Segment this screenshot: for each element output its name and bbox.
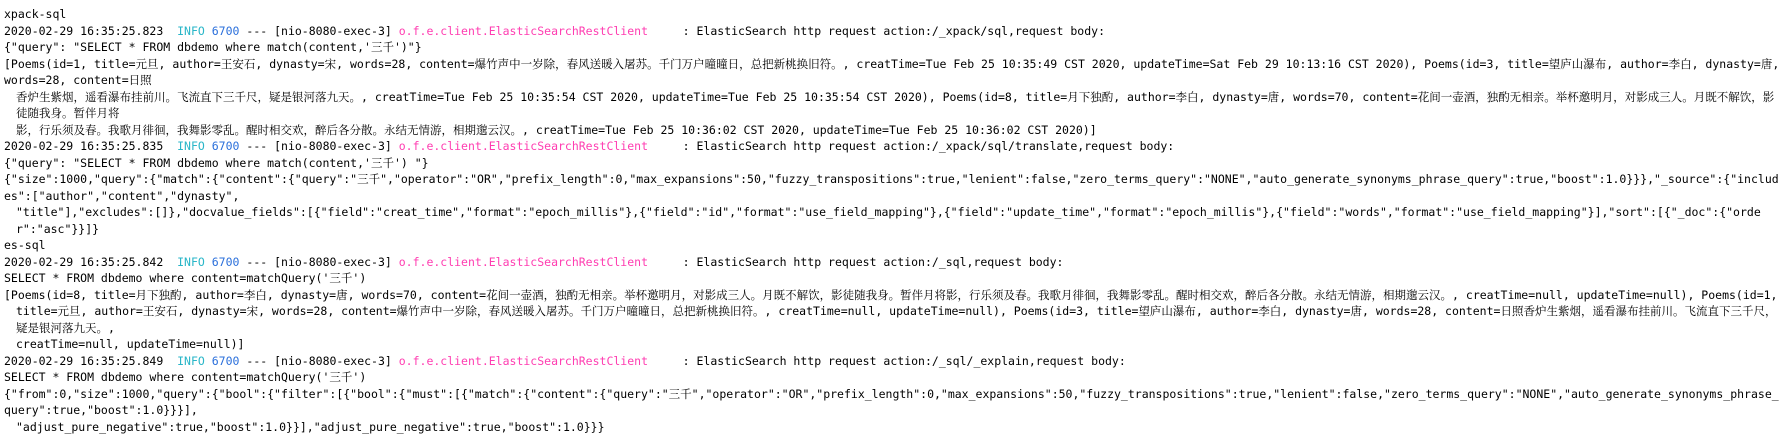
- console-text-line: {"from":0,"size":1000,"query":{"bool":{"filter":[{"bool":{"must":[{"match":{"content":{"query":"三千","operator":"OR","prefix_length":0,"max_expansions":50,"fuzzy_transpositions":true,"lenient":false,"zero_terms_query":"NONE","auto_generate_synonyms_phrase_query":true,"boost":1.0}}}],: [4, 386, 1779, 417]
- console-text-line: SELECT * FROM dbdemo where content=matchQuery('三千'): [4, 271, 367, 285]
- log-pid: 6700: [211, 23, 240, 38]
- log-level: INFO: [177, 139, 205, 153]
- log-timestamp: 2020-02-29 16:35:25.842: [4, 254, 164, 269]
- log-line: [4, 353, 1785, 370]
- log-thread: [nio-8080-exec-3]: [274, 23, 392, 38]
- log-timestamp: 2020-02-29 16:35:25.823: [4, 23, 164, 38]
- console-text-line: {"size":1000,"query":{"match":{"content":{"query":"三千","operator":"OR","prefix_length":0,"max_expansions":50,"fuzzy_transpositions":true,"lenient":false,"zero_terms_query":"NONE","auto_generate_synonyms_phrase_query":true,"boost":1.0}}},"_source":{"includes":["author","content","dynasty",: [4, 172, 1779, 203]
- log-pid: 6700: [211, 139, 240, 153]
- console-text-line: 香炉生紫烟，遥看瀑布挂前川。飞流直下三千尺，疑是银河落九天。, creatTime=Tue Feb 25 10:35:54 CST 2020, updateTime=Tue Feb 25 10:35:54 CST 2020), Poems(id=8, title=月下独酌, author=李白, dynasty=唐, words=70, content=花间一壶酒，独酌无相亲。举杯邀明月，对影成三人。月既不解饮，影徒随我身。暂伴月将: [16, 89, 1775, 120]
- log-logger: o.f.e.client.ElasticSearchRestClient: [398, 254, 648, 269]
- log-thread: [nio-8080-exec-3]: [274, 139, 392, 153]
- console-text-line: {"query": "SELECT * FROM dbdemo where match(content,'三千')"}: [4, 40, 422, 54]
- log-pid: 6700: [211, 353, 240, 368]
- console-text-line: 影，行乐须及春。我歌月徘徊，我舞影零乱。醒时相交欢，醉后各分散。永结无情游，相期邈云汉。, creatTime=Tue Feb 25 10:36:02 CST 2020, updateTime=Tue Feb 25 10:36:02 CST 2020)]: [16, 122, 1097, 137]
- log-message: ElasticSearch http request action:/_xpack/sql,request body:: [696, 23, 1105, 38]
- log-message: ElasticSearch http request action:/_sql/_explain,request body:: [696, 353, 1126, 368]
- log-logger: o.f.e.client.ElasticSearchRestClient: [398, 23, 648, 38]
- console-text-line: [Poems(id=8, title=月下独酌, author=李白, dynasty=唐, words=70, content=花间一壶酒，独酌无相亲。举杯邀明月，对影成三人。月既不解饮，影徒随我身。暂伴月将影，行乐须及春。我歌月徘徊，我舞影零乱。醒时相交欢，醉后各分散。永结无情游，相期邈云汉。, creatTime=null, updateTime=null), Poems(id=1,: [4, 287, 1778, 302]
- log-line: [4, 138, 1785, 155]
- console-text-line: [Poems(id=1, title=元旦, author=王安石, dynasty=宋, words=28, content=爆竹声中一岁除，春风送暖入屠苏。千门万户曈曈日，总把新桃换旧符。, creatTime=Tue Feb 25 10:35:49 CST 2020, updateTime=Sat Feb 29 10:13:16 CST 2020), Poems(id=3, title=望庐山瀑布, author=李白, dynasty=唐, words=28, content=日照: [4, 56, 1787, 87]
- log-line: [4, 23, 1785, 40]
- console-text-line: es-sql: [4, 238, 46, 252]
- console-text-line: xpack-sql: [4, 7, 67, 21]
- log-level: INFO: [177, 23, 205, 38]
- log-dashes: ---: [246, 23, 268, 38]
- log-thread: [nio-8080-exec-3]: [274, 353, 392, 368]
- log-dashes: ---: [246, 139, 268, 153]
- log-level: INFO: [177, 254, 205, 269]
- log-dashes: ---: [246, 254, 268, 269]
- log-timestamp: 2020-02-29 16:35:25.835: [4, 139, 164, 153]
- log-message-separator: :: [682, 139, 690, 153]
- log-pid: 6700: [211, 254, 240, 269]
- console-text-line: {"query": "SELECT * FROM dbdemo where match(content,'三千') "}: [4, 155, 429, 170]
- log-message: ElasticSearch http request action:/_sql,request body:: [696, 254, 1064, 269]
- console-text-line: title=元旦, author=王安石, dynasty=宋, words=28, content=爆竹声中一岁除，春风送暖入屠苏。千门万户曈曈日，总把新桃换旧符。, creatTime=null, updateTime=null), Poems(id=3, title=望庐山瀑布, author=李白, dynasty=唐, words=28, content=日照香炉生紫烟，遥看瀑布挂前川。飞流直下三千尺，疑是银河落九天。,: [16, 304, 1777, 335]
- console-text-line: "title"],"excludes":[]},"docvalue_fields":[{"field":"creat_time","format":"epoch_millis"},{"field":"id","format":"use_field_mapping"},{"field":"update_time","format":"epoch_millis"},{"field":"words","format":"use_field_mapping"}],"sort":[{"_doc":{"order":"asc"}}]}: [16, 205, 1761, 236]
- console-text-line: creatTime=null, updateTime=null)]: [16, 337, 245, 351]
- log-dashes: ---: [246, 353, 268, 368]
- log-timestamp: 2020-02-29 16:35:25.849: [4, 353, 164, 368]
- log-logger: o.f.e.client.ElasticSearchRestClient: [398, 139, 648, 153]
- log-message-separator: :: [682, 23, 690, 38]
- console-text-line: SELECT * FROM dbdemo where content=matchQuery('三千'): [4, 370, 367, 384]
- log-message-separator: :: [682, 353, 690, 368]
- log-line: [4, 254, 1785, 271]
- log-message: ElasticSearch http request action:/_xpack/sql/translate,request body:: [696, 139, 1175, 153]
- console-text-line: "adjust_pure_negative":true,"boost":1.0}}],"adjust_pure_negative":true,"boost":1.0}}}: [16, 419, 605, 434]
- log-level: INFO: [177, 353, 205, 368]
- log-message-separator: :: [682, 254, 690, 269]
- log-thread: [nio-8080-exec-3]: [274, 254, 392, 269]
- log-logger: o.f.e.client.ElasticSearchRestClient: [398, 353, 648, 368]
